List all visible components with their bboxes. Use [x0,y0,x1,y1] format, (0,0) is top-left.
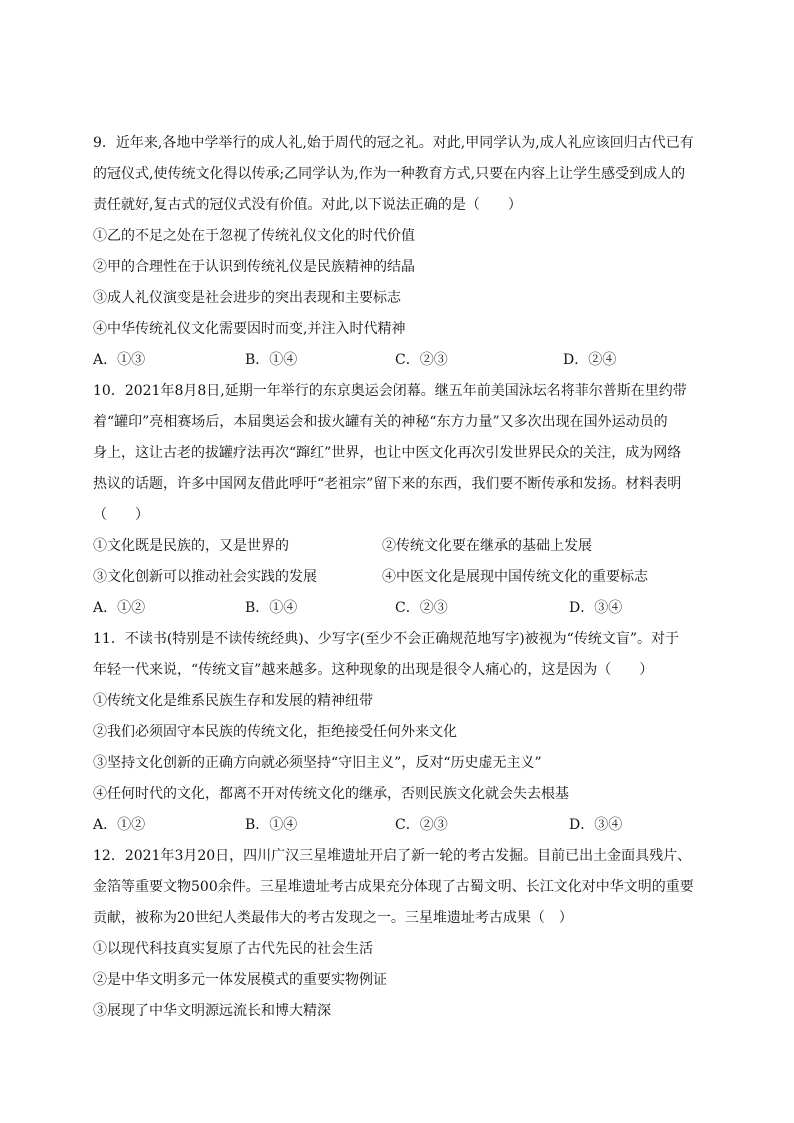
question-9 [93,128,698,376]
option-b: B．①④ [245,352,298,368]
option-a: A．①② [93,817,146,833]
statement-item: ①乙的不足之处在于忽视了传统礼仪文化的时代价值 [93,228,415,244]
question-10 [93,376,698,624]
question-stem-line: 9．近年来,各地中学举行的成人礼,始于周代的冠之礼。对此,甲同学认为,成人礼应该回归古代已有 [93,135,694,151]
statement-row [93,562,698,593]
question-stem-line: 着“罐印”亮相赛场后，本届奥运会和拔火罐有关的神秘“东方力量”又多次出现在国外运动员的 [93,414,668,430]
statement-item: ②传统文化要在继承的基础上发展 [382,538,592,554]
statement-item: ②是中华文明多元一体发展模式的重要实物例证 [93,972,387,988]
question-stem-line: 身上，这让古老的拔罐疗法再次“蹿红”世界，也让中医文化再次引发世界民众的关注，成为网络 [93,445,682,461]
question-stem-line: 11．不读书(特别是不读传统经典)、少写字(至少不会正确规范地写字)被视为“传统文盲”。对于 [93,631,679,647]
question-stem-line: 12．2021年3月20日，四川广汉三星堆遗址开启了新一轮的考古发掘。目前已出土金面具残片、 [93,848,692,864]
question-stem-line: 金箔等重要文物500余件。三星堆遗址考古成果充分体现了古蜀文明、长江文化对中华文明的重要 [93,879,694,895]
option-d: D．②④ [563,352,617,368]
question-stem-line: 热议的话题，许多中国网友借此呼吁“老祖宗”留下来的东西，我们要不断传承和发扬。材料表明 [93,476,682,492]
statement-item: ②我们必须固守本民族的传统文化，拒绝接受任何外来文化 [93,724,457,740]
statement-item: ③坚持文化创新的正确方向就必须坚持“守旧主义”，反对“历史虚无主义” [93,755,542,771]
statement-item: ④中医文化是展现中国传统文化的重要标志 [382,569,648,585]
option-c: C．②③ [395,817,448,833]
question-stem-line: 10．2021年8月8日,延期一年举行的东京奥运会闭幕。继五年前美国泳坛名将菲尔普斯在里约带 [93,383,687,399]
statement-item: ②甲的合理性在于认识到传统礼仪是民族精神的结晶 [93,259,415,275]
answer-options [93,593,698,624]
statement-row [93,531,698,562]
question-stem-line: 贡献，被称为20世纪人类最伟大的考古发现之一。三星堆遗址考古成果（ ） [93,910,573,926]
option-c: C．②③ [395,600,448,616]
statement-item: ④中华传统礼仪文化需要因时而变,并注入时代精神 [93,321,406,337]
question-11 [93,624,698,841]
statement-item: ①文化既是民族的，又是世界的 [93,538,289,554]
option-b: B．①④ [245,600,298,616]
statement-item: ③展现了中华文明源远流长和博大精深 [93,1003,331,1019]
question-stem-line: 责任就好,复古式的冠仪式没有价值。对此,以下说法正确的是（ ） [93,197,522,213]
answer-options [93,810,698,841]
question-stem-line: 年轻一代来说，“传统文盲”越来越多。这种现象的出现是很令人痛心的，这是因为（ ） [93,662,654,678]
answer-options [93,345,698,376]
statement-item: ③文化创新可以推动社会实践的发展 [93,569,317,585]
question-stem-line: （ ） [93,507,149,523]
question-stem-line: 的冠仪式,使传统文化得以传承;乙同学认为,作为一种教育方式,只要在内容上让学生感受到成人的 [93,166,686,182]
question-12 [93,841,698,1027]
option-d: D．③④ [569,817,623,833]
option-c: C．②③ [395,352,448,368]
statement-item: ①传统文化是维系民族生存和发展的精神纽带 [93,693,373,709]
option-d: D．③④ [569,600,623,616]
statement-item: ③成人礼仪演变是社会进步的突出表现和主要标志 [93,290,401,306]
option-b: B．①④ [245,817,298,833]
statement-item: ④任何时代的文化，都离不开对传统文化的继承，否则民族文化就会失去根基 [93,786,569,802]
option-a: A．①② [93,600,146,616]
statement-item: ①以现代科技真实复原了古代先民的社会生活 [93,941,373,957]
option-a: A．①③ [93,352,146,368]
